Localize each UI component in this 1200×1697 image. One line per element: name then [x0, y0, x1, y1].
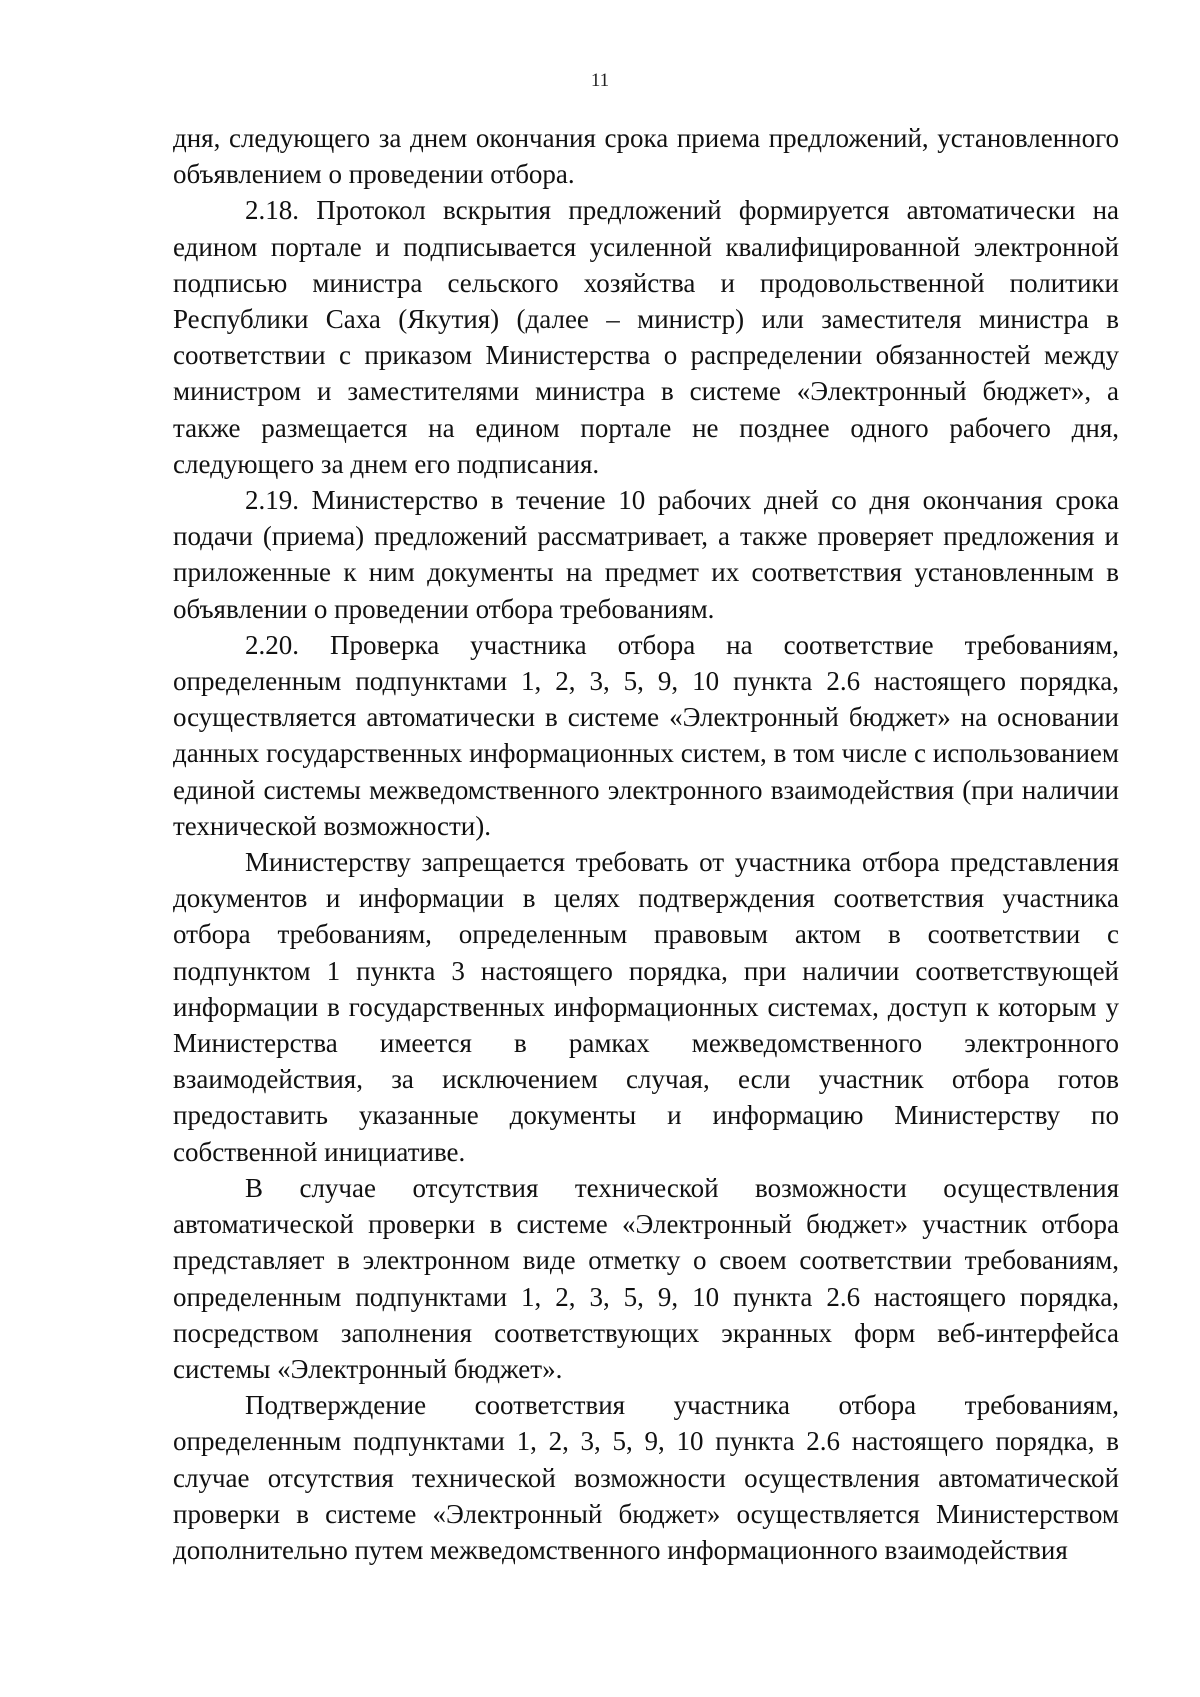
page-number: 11	[590, 70, 610, 91]
paragraph-ministry-prohibition: Министерству запрещается требовать от участника отбора представления документов и информации в целях подтверждения соответствия участника отбора требованиям, определенным правовым актом в соответствии с подпунктом 1 пункта 3 настоящего порядка, при наличии соответствующей информации в государственных информационных системах, доступ к которым у Министерства имеется в рамках межведомственного электронного взаимодействия, за исключением случая, если участник отбора готов предоставить указанные документы и информацию Министерству по собственной инициативе.	[173, 847, 1119, 1167]
paragraph-confirmation: Подтверждение соответствия участника отбора требованиям, определенным подпунктами 1, 2, 3, 5, 9, 10 пункта 2.6 настоящего порядка, в случае отсутствия технической возможности осуществления автоматической проверки в системе «Электронный бюджет» осуществляется Министерством дополнительно путем межведомственного информационного взаимодействия	[173, 1390, 1119, 1565]
paragraph-2-18: 2.18. Протокол вскрытия предложений формируется автоматически на едином портале и подписывается усиленной квалифицированной электронной подписью министра сельского хозяйства и продовольственной политики Республики Саха (Якутия) (далее – министр) или заместителя министра в соответствии с приказом Министерства о распределении обязанностей между министром и заместителями министра в системе «Электронный бюджет», а также размещается на едином портале не позднее одного рабочего дня, следующего за днем его подписания.	[173, 195, 1119, 479]
paragraph-2-20: 2.20. Проверка участника отбора на соответствие требованиям, определенным подпунктами 1, 2, 3, 5, 9, 10 пункта 2.6 настоящего порядка, осуществляется автоматически в системе «Электронный бюджет» на основании данных государственных информационных систем, в том числе с использованием единой системы межведомственного электронного взаимодействия (при наличии технической возможности).	[173, 629, 1119, 841]
paragraph-no-technical-possibility: В случае отсутствия технической возможности осуществления автоматической проверки в системе «Электронный бюджет» участник отбора представляет в электронном виде отметку о своем соответствии требованиям, определенным подпунктами 1, 2, 3, 5, 9, 10 пункта 2.6 настоящего порядка, посредством заполнения соответствующих экранных форм веб-интерфейса системы «Электронный бюджет».	[173, 1172, 1119, 1384]
paragraph-2-19: 2.19. Министерство в течение 10 рабочих дней со дня окончания срока подачи (приема) предложений рассматривает, а также проверяет предложения и приложенные к ним документы на предмет их соответствия установленным в объявлении о проведении отбора требованиям.	[173, 485, 1119, 624]
document-body	[173, 120, 1119, 1568]
paragraph-continuation: дня, следующего за днем окончания срока приема предложений, установленного объявлением о проведении отбора.	[173, 123, 1119, 190]
